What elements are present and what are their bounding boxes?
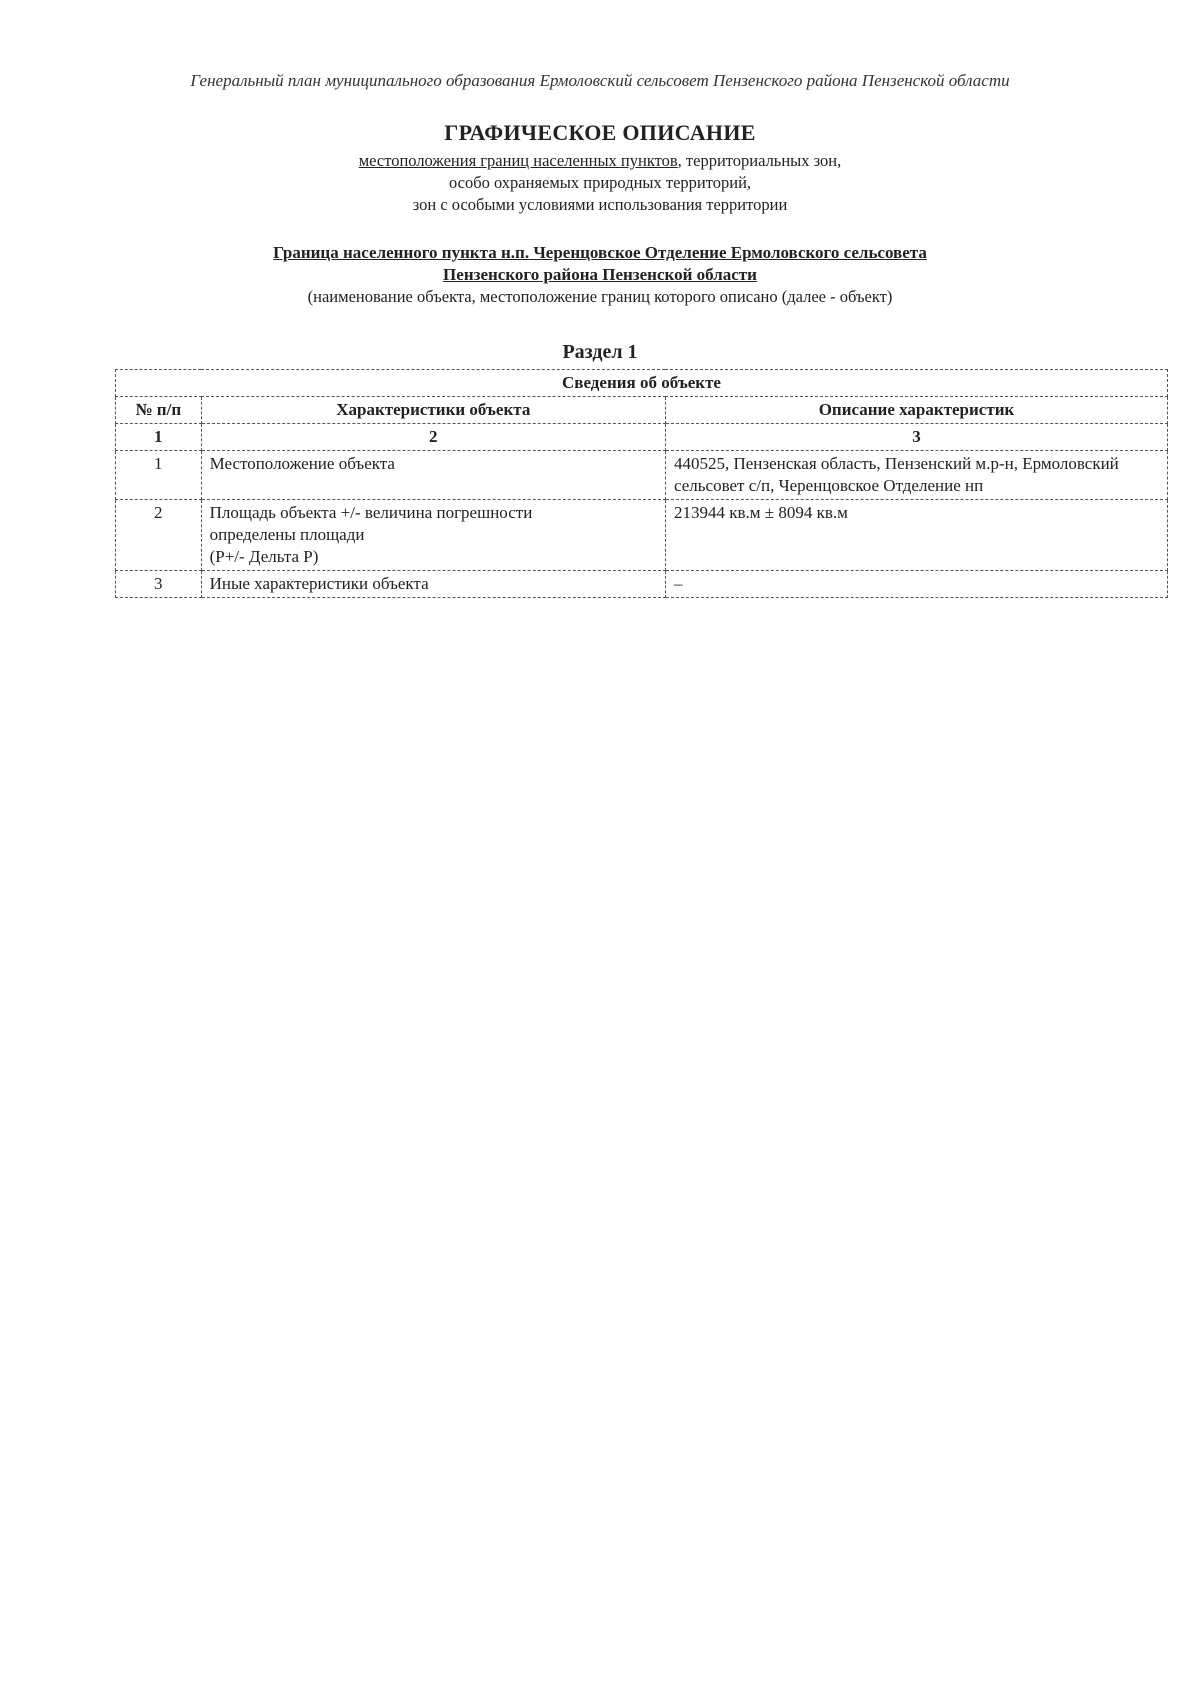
column-number-2: 2 <box>201 424 665 451</box>
section-title: Раздел 1 <box>562 341 638 363</box>
row-characteristic: Местоположение объекта <box>201 451 665 500</box>
column-header-num: № п/п <box>116 397 202 424</box>
column-number-3: 3 <box>665 424 1167 451</box>
row-characteristic-line-1: Площадь объекта +/- величина погрешности <box>209 503 533 522</box>
row-num: 3 <box>116 571 202 598</box>
subtitle-rest: , территориальных зон, <box>677 151 842 170</box>
subtitle-line-2: особо охраняемых природных территорий, <box>448 173 752 192</box>
object-note: (наименование объекта, местоположение границ которого описано (далее - объект) <box>307 287 893 306</box>
row-characteristic <box>201 500 665 571</box>
document-title: ГРАФИЧЕСКОЕ ОПИСАНИЕ <box>444 120 756 145</box>
subtitle-underlined: местоположения границ населенных пунктов <box>358 151 678 170</box>
row-num: 2 <box>116 500 202 571</box>
row-characteristic-line-2: определены площади <box>209 525 365 544</box>
table-row <box>116 451 1168 500</box>
row-description: – <box>665 571 1167 598</box>
column-number-row <box>116 424 1168 451</box>
subtitle-line-1 <box>0 150 1200 172</box>
table-caption: Сведения об объекте <box>116 370 1168 397</box>
table-row <box>116 500 1168 571</box>
table-header-row <box>116 397 1168 424</box>
row-description: 213944 кв.м ± 8094 кв.м <box>665 500 1167 571</box>
title-block <box>0 120 1200 216</box>
object-info-table <box>115 369 1168 598</box>
column-header-description: Описание характеристик <box>665 397 1167 424</box>
row-characteristic: Иные характеристики объекта <box>201 571 665 598</box>
object-name-line-1: Граница населенного пункта н.п. Черенцовское Отделение Ермоловского сельсовета <box>273 243 927 262</box>
row-description: 440525, Пензенская область, Пензенский м.р-н, Ермоловский сельсовет с/п, Черенцовское Отделение нп <box>665 451 1167 500</box>
column-number-1: 1 <box>116 424 202 451</box>
column-header-characteristic: Характеристики объекта <box>201 397 665 424</box>
object-block <box>0 242 1200 308</box>
running-header: Генеральный план муниципального образования Ермоловский сельсовет Пензенского района Пензенской области <box>190 71 1010 90</box>
row-characteristic-line-3: (Р+/- Дельта Р) <box>209 547 319 566</box>
table-caption-row <box>116 370 1168 397</box>
object-name-line-2: Пензенского района Пензенской области <box>443 265 757 284</box>
table-row <box>116 571 1168 598</box>
row-num: 1 <box>116 451 202 500</box>
subtitle-line-3: зон с особыми условиями использования территории <box>412 195 788 214</box>
